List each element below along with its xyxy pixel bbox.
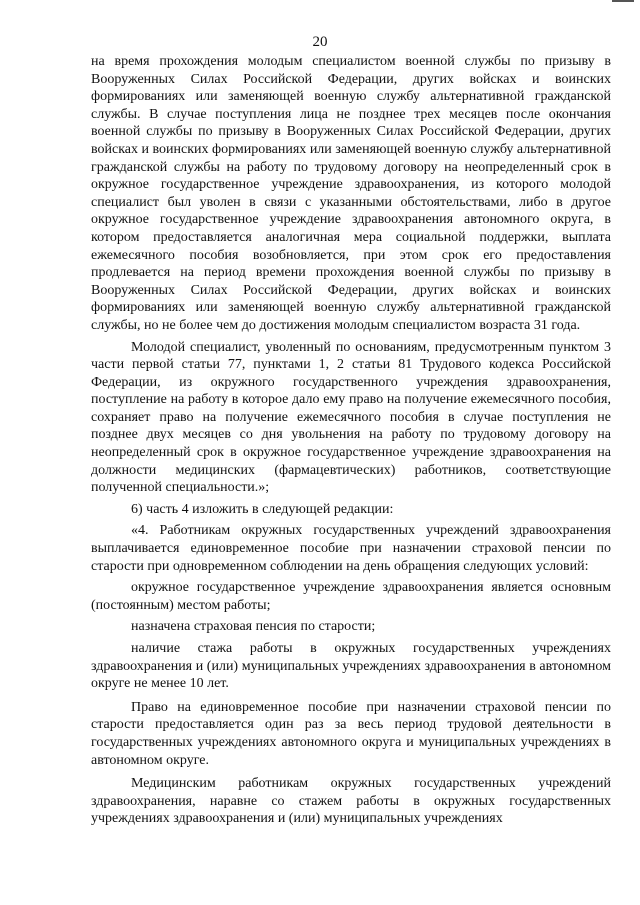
page-number: 20	[312, 34, 328, 50]
paragraph-dismissed-specialist: Молодой специалист, уволенный по основаниям, предусмотренным пунктом 3 части первой статьи 77, пунктами 1, 2 статьи 81 Трудового кодекса Российской Федерации, из окружного государственного учреждения здравоохранения, поступление на работу в которое дало ему право на получение ежемесячного пособия, сохраняет право на получение ежемесячного пособия в случае поступления не позднее двух месяцев со дня увольнения на работу по трудовому договору на неопределенный срок в окружное государственное учреждение здравоохранения на должности медицинских (фармацевтических) работников, соответствующие полученной специальности.»;	[91, 339, 611, 496]
paragraph-condition-experience: наличие стажа работы в окружных государственных учреждениях здравоохранения и (или) муниципальных учреждениях здравоохранения в автономном округе не менее 10 лет.	[91, 641, 611, 692]
paragraph-military-service: на время прохождения молодым специалистом военной службы по призыву в Вооруженных Силах Российской Федерации, других войсках и воинских формированиях или заменяющей военную службу альтернативной гражданской службы. В случае поступления лица не позднее трех месяцев после окончания военной службы по призыву в Вооруженных Силах Российской Федерации, других войсках и воинских формированиях или заменяющей военную службу альтернативной гражданской службы на работу по трудовому договору на неопределенный срок в окружное государственное учреждение здравоохранения, из которого молодой специалист был уволен в связи с указанными обстоятельствами, либо в другое окружное государственное учреждение здравоохранения автономного округа, в котором предоставляется аналогичная мера социальной поддержки, выплата ежемесячного пособия возобновляется, при этом срок его предоставления продлевается на период времени прохождения военной службы по призыву в Вооруженных Силах Российской Федерации, других войсках и воинских формированиях или заменяющей военную службу альтернативной гражданской службы, но не более чем до достижения молодым специалистом возраста 31 года.	[91, 54, 611, 333]
paragraph-one-time-right: Право на единовременное пособие при назначении страховой пенсии по старости предоставляется один раз за весь период трудовой деятельности в государственных учреждениях автономного округа и муниципальных учреждениях в автономном округе.	[91, 699, 611, 768]
corner-mark	[612, 0, 634, 2]
paragraph-condition-main-workplace: окружное государственное учреждение здравоохранения является основным (постоянным) местом работы;	[91, 580, 611, 613]
paragraph-part-4: «4. Работникам окружных государственных учреждений здравоохранения выплачивается единовременное пособие при назначении страховой пенсии по старости при одновременном соблюдении на день обращения следующих условий:	[91, 523, 611, 574]
paragraph-medical-workers: Медицинским работникам окружных государственных учреждений здравоохранения, наравне со стажем работы в окружных государственных учреждениях здравоохранения и (или) муниципальных учреждениях	[91, 776, 611, 827]
paragraph-condition-pension: назначена страховая пенсия по старости;	[131, 619, 376, 635]
document-body	[91, 53, 611, 828]
paragraph-amendment-clause: 6) часть 4 изложить в следующей редакции:	[131, 501, 394, 517]
